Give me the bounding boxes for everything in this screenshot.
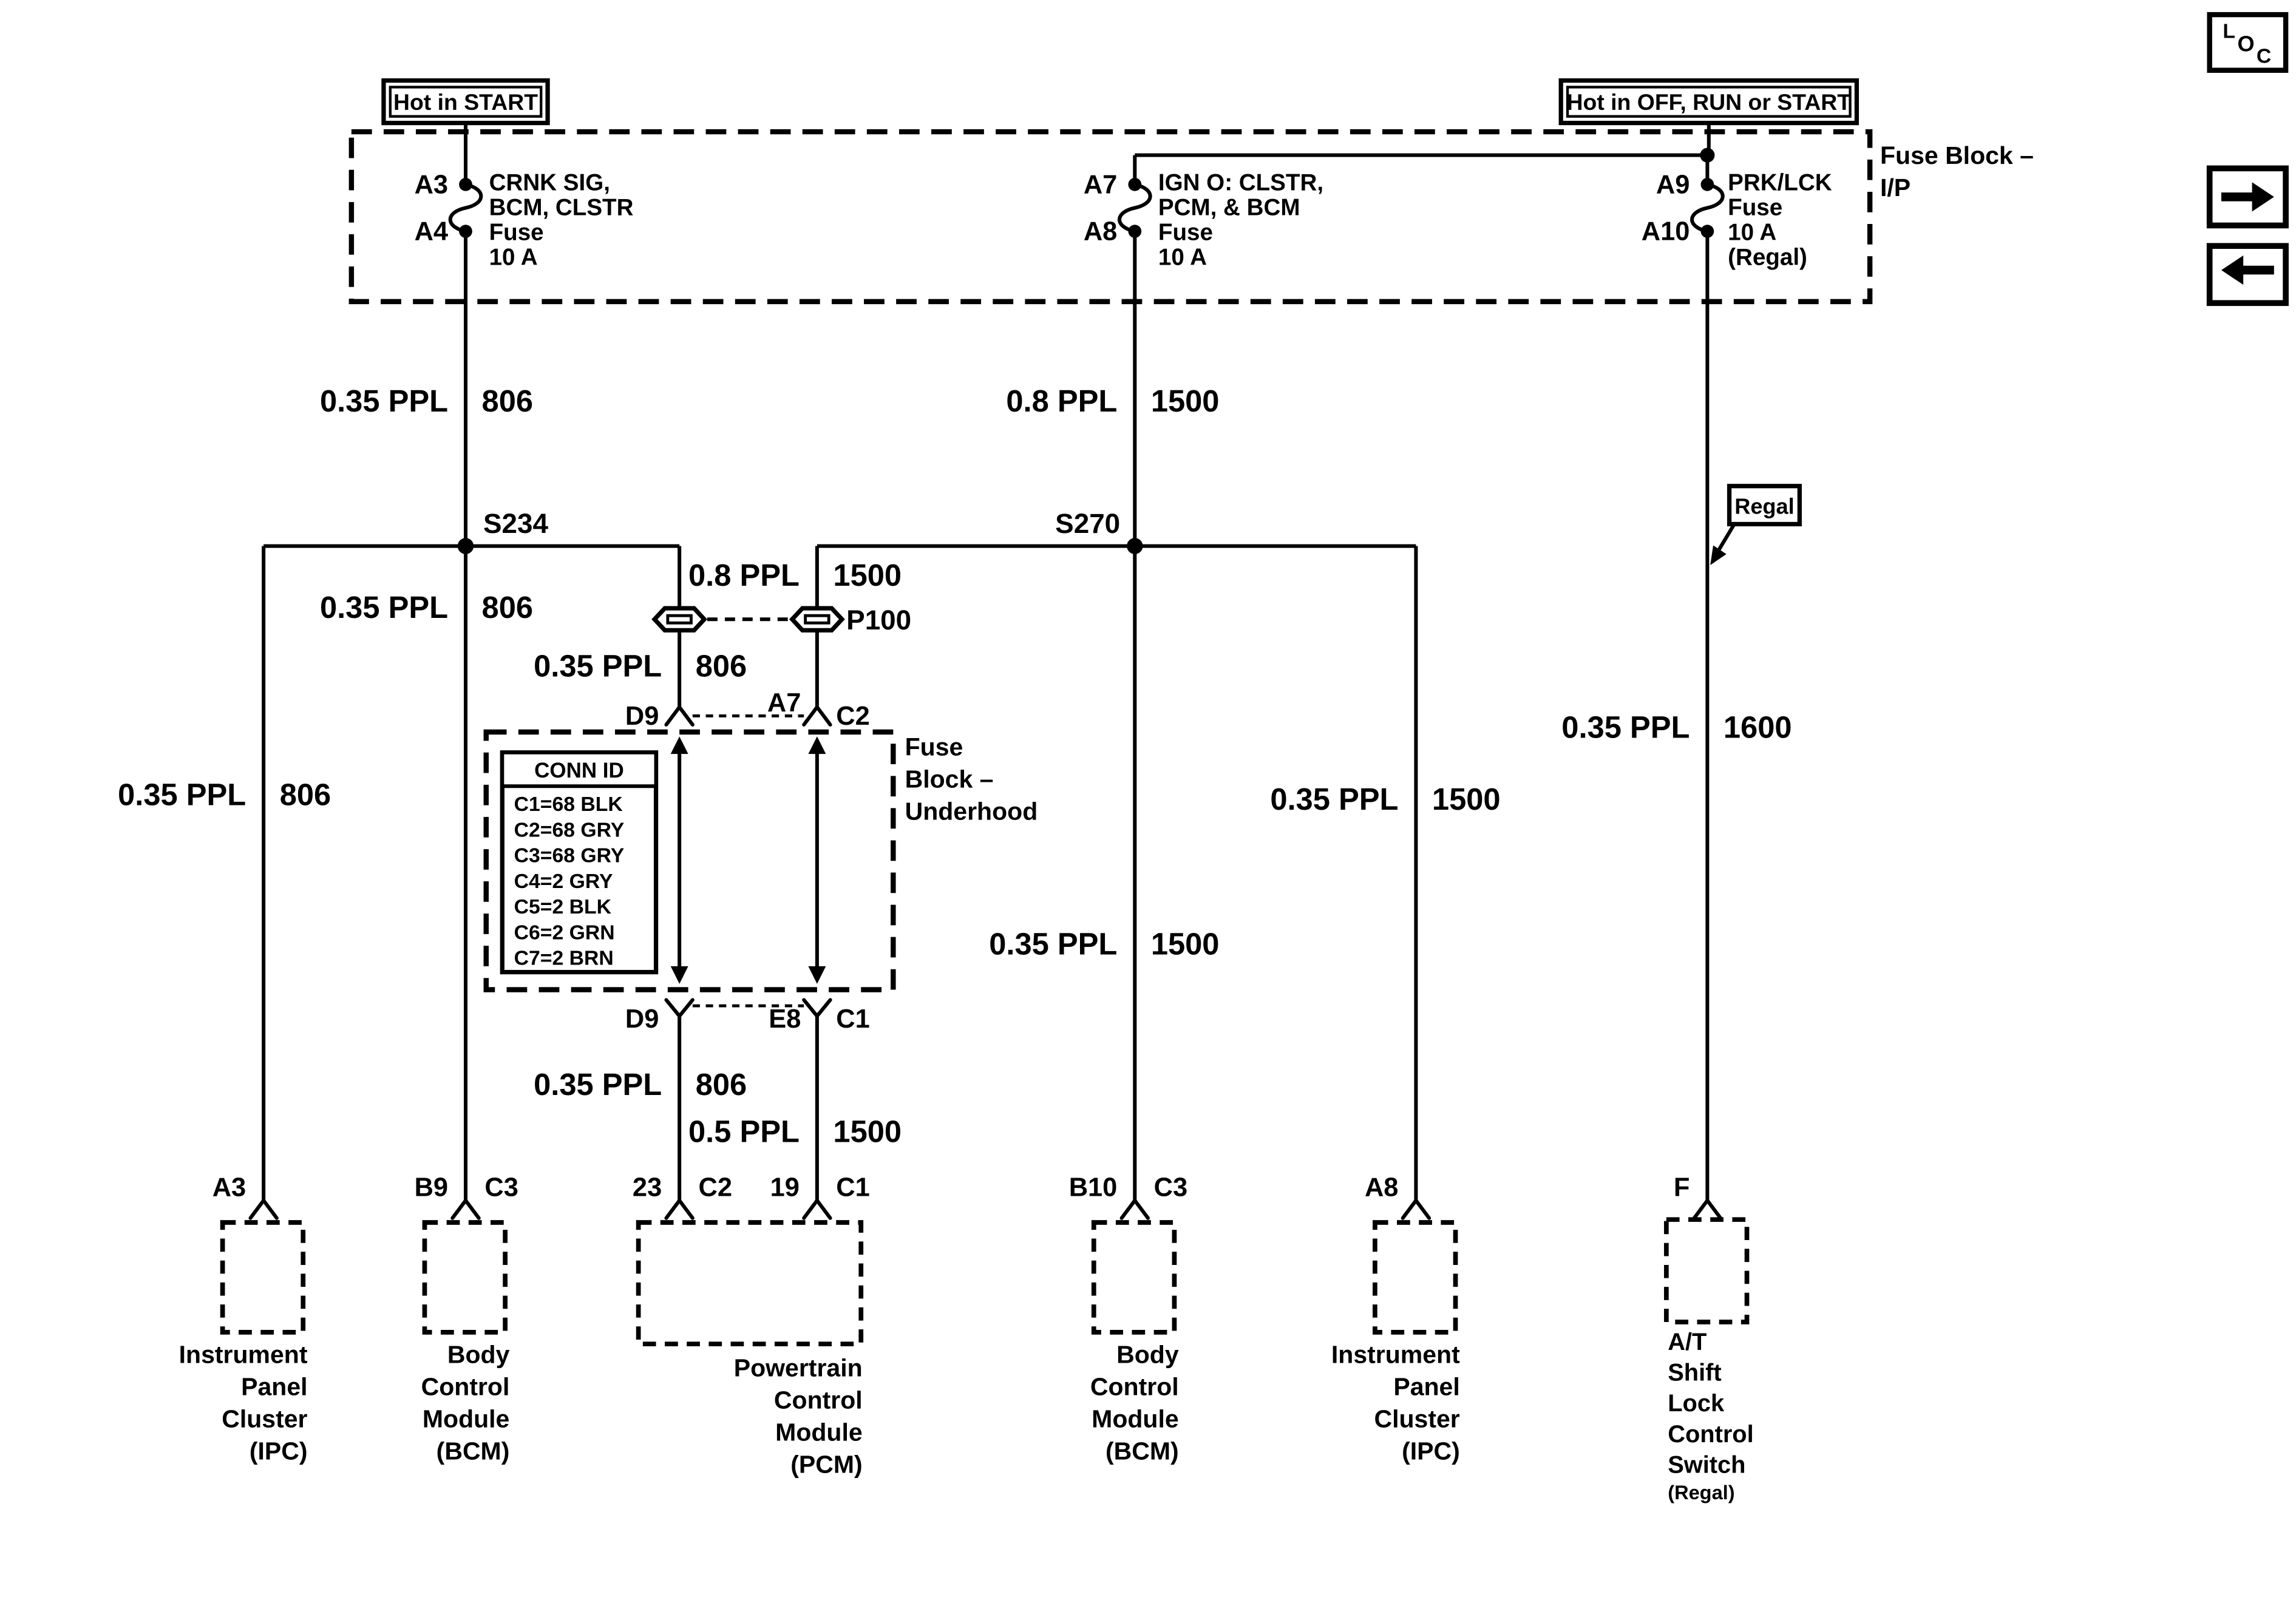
fuse3-desc-2: Fuse <box>1728 194 1783 221</box>
bcm1-connector-box <box>424 1222 505 1332</box>
wire-label-left-806 <box>118 778 331 812</box>
module-name-line: Body <box>1116 1340 1179 1369</box>
s234-label: S234 <box>483 507 548 539</box>
wire-gauge: 0.5 PPL <box>688 1114 800 1149</box>
wire-circuit: 1500 <box>1150 383 1220 418</box>
prev-page-button[interactable] <box>2210 246 2286 303</box>
conn-id-row-3: C3=68 GRY <box>514 844 625 867</box>
shift-switch-connector-box <box>1666 1219 1747 1322</box>
ipc1-connector-box <box>223 1222 304 1332</box>
module-name-line: (PCM) <box>790 1450 863 1479</box>
wire-circuit: 1500 <box>833 1114 902 1149</box>
fuse2-desc-1: IGN O: CLSTR, <box>1158 169 1324 196</box>
loc-letter-l: L <box>2223 19 2236 43</box>
module-name-line: Body <box>447 1340 510 1369</box>
underhood-label-line1: Fuse <box>905 733 963 761</box>
module-name-line: Control <box>421 1372 510 1401</box>
fuse-ign-0 <box>1084 170 1323 271</box>
fuse2-desc-3: Fuse <box>1158 219 1213 246</box>
wire-label-prklck-1600 <box>1561 710 1792 745</box>
pcm-connector-box <box>639 1222 861 1344</box>
fuse-crnk-sig <box>415 170 634 271</box>
module-name-line: Instrument <box>1331 1340 1460 1369</box>
wire-gauge: 0.8 PPL <box>1006 383 1118 418</box>
module-name-line: Shift <box>1668 1359 1722 1386</box>
module-name-line: Panel <box>1393 1372 1460 1401</box>
bcm2-connector-box <box>1094 1222 1175 1332</box>
hot-off-run-start-label: Hot in OFF, RUN or START <box>1566 89 1852 115</box>
nav-corner-controls <box>2210 15 2286 303</box>
wire-gauge: 0.35 PPL <box>534 1067 662 1102</box>
module-terminal-forks <box>250 1201 1720 1218</box>
wire-gauge: 0.35 PPL <box>319 383 449 418</box>
module-name-line: (BCM) <box>436 1437 510 1465</box>
term-23-conn: C2 <box>698 1173 733 1202</box>
wire-circuit: 1500 <box>833 557 902 592</box>
hot-in-start-label: Hot in START <box>393 89 538 115</box>
module-name-line-small: (Regal) <box>1668 1481 1735 1503</box>
fuse-prk-lck <box>1642 170 1832 271</box>
module-name-line: Module <box>422 1405 510 1433</box>
term-23: 23 <box>632 1173 662 1202</box>
term-a3: A3 <box>212 1173 246 1202</box>
underhood-entry-terminals <box>625 688 870 731</box>
fuse3-desc-4: (Regal) <box>1728 244 1807 271</box>
term-19: 19 <box>770 1173 800 1202</box>
fuse2-terminal-top: A7 <box>1083 170 1118 200</box>
conn-id-row-5: C5=2 BLK <box>514 895 611 919</box>
ipc2-connector-box <box>1375 1222 1456 1332</box>
inline-connector-p100 <box>654 605 911 636</box>
module-name-line: (IPC) <box>249 1437 308 1465</box>
module-name-line: Switch <box>1668 1451 1746 1479</box>
module-ipc2-name <box>1331 1341 1460 1465</box>
wire-gauge: 0.35 PPL <box>534 648 662 683</box>
module-ipc1-name <box>179 1341 308 1465</box>
conn-id-table <box>502 753 656 972</box>
fuse3-desc-1: PRK/LCK <box>1728 169 1832 196</box>
term-b9-conn: C3 <box>484 1173 518 1202</box>
term-19-conn: C1 <box>836 1173 870 1202</box>
module-name-line: (IPC) <box>1402 1437 1460 1465</box>
hot-in-off-run-start-callout <box>1561 81 1856 123</box>
module-name-line: Control <box>1668 1420 1754 1448</box>
conn-id-row-7: C7=2 BRN <box>514 946 614 970</box>
next-page-button[interactable] <box>2210 168 2286 225</box>
fuse-block-ip-label-line1: Fuse Block – <box>1880 141 2034 170</box>
fuse2-desc-4: 10 A <box>1158 244 1207 271</box>
wire-label-b10-1500 <box>989 927 1219 961</box>
module-shift-switch-name <box>1668 1329 1753 1503</box>
wire-gauge: 0.35 PPL <box>989 926 1118 961</box>
wire-label-05-1500-to-pcm <box>688 1114 902 1148</box>
wire-label-035-806-below-p100 <box>534 648 747 683</box>
wire-gauge: 0.35 PPL <box>118 777 246 812</box>
conn-id-header: CONN ID <box>534 758 624 782</box>
p100-cavity-left <box>654 608 704 630</box>
regal-pointer-line <box>1717 523 1735 552</box>
underhood-label-line3: Underhood <box>905 797 1038 825</box>
module-name-line: Module <box>775 1418 863 1446</box>
fuse3-terminal-top: A9 <box>1656 170 1690 200</box>
p100-cavity-right <box>792 608 842 630</box>
fuse1-desc-3: Fuse <box>489 219 544 246</box>
module-terminal-labels <box>212 1173 1690 1202</box>
wire-circuit: 806 <box>279 777 331 812</box>
fuse3-desc-3: 10 A <box>1728 219 1777 246</box>
fuse1-terminal-bottom: A4 <box>414 217 449 246</box>
fuse2-desc-2: PCM, & BCM <box>1158 194 1300 221</box>
wire-gauge: 0.35 PPL <box>1270 781 1399 816</box>
loc-button[interactable] <box>2210 15 2286 70</box>
module-name-line: Control <box>1090 1372 1179 1401</box>
term-a8: A8 <box>1364 1173 1399 1202</box>
p100-label: P100 <box>846 605 912 636</box>
fuse2-terminal-bottom: A8 <box>1083 217 1118 246</box>
wire-label-08-1500-above-p100 <box>688 558 902 592</box>
conn-id-row-1: C1=68 BLK <box>514 793 623 816</box>
fuse-block-ip-label-line2: I/P <box>1880 174 1911 202</box>
term-f: F <box>1673 1173 1690 1202</box>
loc-letter-c: C <box>2256 44 2272 68</box>
module-pcm-name <box>734 1354 863 1478</box>
term-b9: B9 <box>414 1173 449 1202</box>
wire-label-806-to-pcm <box>534 1067 747 1102</box>
module-name-line: Cluster <box>222 1405 308 1433</box>
underhood-internal-wires <box>671 736 826 984</box>
splice-s270-bus <box>817 508 1416 554</box>
wire-label-ign-1500 <box>1006 384 1219 418</box>
underhood-term-d9-bottom: D9 <box>625 1005 659 1034</box>
underhood-conn-c2: C2 <box>836 701 870 731</box>
module-name-line: Powertrain <box>733 1354 863 1382</box>
underhood-conn-c1: C1 <box>836 1005 870 1034</box>
module-name-line: Panel <box>241 1372 308 1401</box>
wire-circuit: 806 <box>695 1067 747 1102</box>
splice-s234-bus <box>263 508 679 554</box>
s270-label: S270 <box>1055 507 1121 539</box>
wire-gauge: 0.8 PPL <box>688 557 800 592</box>
loc-letter-o: O <box>2237 31 2255 56</box>
underhood-label-line2: Block – <box>905 765 994 793</box>
wire-circuit: 1600 <box>1723 710 1792 745</box>
module-bcm2-name <box>1090 1341 1179 1465</box>
underhood-term-a7-top: A7 <box>767 688 801 718</box>
wire-label-mid-806 <box>320 590 533 625</box>
wire-circuit: 806 <box>695 648 747 683</box>
module-name-line: Control <box>773 1386 863 1414</box>
module-name-line: Instrument <box>178 1340 308 1369</box>
fuse1-desc-1: CRNK SIG, <box>489 169 610 196</box>
underhood-term-d9-top: D9 <box>625 701 659 731</box>
module-name-line: Module <box>1092 1405 1179 1433</box>
conn-id-row-4: C4=2 GRY <box>514 869 613 893</box>
hot-in-start-callout <box>384 81 548 123</box>
wire-circuit: 1500 <box>1150 926 1220 961</box>
fuse1-desc-2: BCM, CLSTR <box>489 194 634 221</box>
module-bcm1-name <box>421 1341 510 1465</box>
conn-id-row-6: C6=2 GRN <box>514 921 615 944</box>
module-name-line: Lock <box>1668 1390 1725 1417</box>
wire-circuit: 806 <box>481 589 534 625</box>
module-name-line: (BCM) <box>1105 1437 1179 1465</box>
regal-callout <box>1710 486 1799 565</box>
conn-id-row-2: C2=68 GRY <box>514 818 625 842</box>
wire-label-a8-1500 <box>1270 782 1500 816</box>
term-b10-conn: C3 <box>1153 1173 1188 1202</box>
prev-page-frame[interactable] <box>2210 246 2286 303</box>
regal-tag-label: Regal <box>1734 493 1795 519</box>
underhood-term-e8-bottom: E8 <box>769 1005 801 1034</box>
term-b10: B10 <box>1068 1173 1118 1202</box>
fuse1-terminal-top: A3 <box>414 170 449 200</box>
wire-gauge: 0.35 PPL <box>319 589 449 625</box>
wire-gauge: 0.35 PPL <box>1561 710 1690 745</box>
module-name-line: A/T <box>1668 1328 1707 1355</box>
fuse1-desc-4: 10 A <box>489 244 538 271</box>
wire-label-crnk-806 <box>320 384 533 418</box>
wire-circuit: 1500 <box>1432 781 1501 816</box>
underhood-exit-terminals <box>625 1000 870 1034</box>
fuse3-terminal-bottom: A10 <box>1641 217 1690 246</box>
wire-circuit: 806 <box>481 383 534 418</box>
module-name-line: Cluster <box>1374 1405 1460 1433</box>
